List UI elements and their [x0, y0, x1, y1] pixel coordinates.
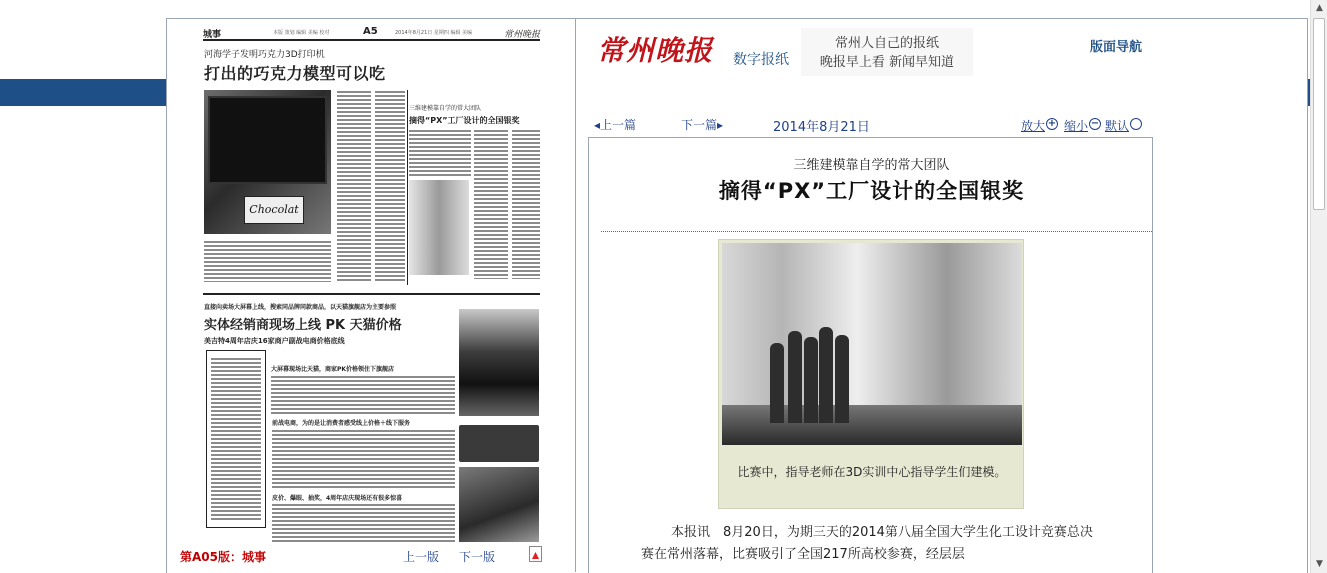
side-story-kicker[interactable]: 三维建模靠自学的常大团队 — [409, 105, 482, 112]
current-page-label: 第A05版：城事 — [180, 550, 266, 564]
story2-inner-head3[interactable]: 皮价、爆眼、抽奖，4周年店庆现场还有很多惊喜 — [272, 495, 403, 502]
issn-label: 常州晚报国内统一刊号：CN32-0103 — [589, 87, 795, 101]
triangle-left-icon: ◂ — [594, 118, 601, 132]
side-story-headline[interactable]: 摘得“PX”工厂设计的全国银奖 — [409, 116, 520, 125]
person-figure — [770, 343, 784, 423]
prev-issue-link[interactable]: 上一期 — [998, 88, 1035, 102]
dotted-divider — [601, 231, 1152, 232]
side-story-photo[interactable] — [409, 180, 469, 275]
page-meta-right: 2014年8月21日 星期四 编辑 美编 — [395, 30, 473, 36]
article-kicker: 三维建模靠自学的常大团队 — [793, 158, 950, 173]
article-body: 本报讯 8月20日，为期三天的2014第八届全国大学生化工设计竞赛总决赛在常州落幕，比赛吸引了全国217所高校参赛，经层层 — [641, 525, 1093, 562]
story2-intro-text — [211, 357, 261, 521]
chocolate-printer-photo[interactable] — [204, 90, 331, 234]
slogan-line2: 晚报早上看 新闻早知道 — [819, 55, 955, 70]
scroll-up-arrow-icon[interactable]: ▲ — [1316, 3, 1323, 13]
next-article-label: 下一篇 — [681, 118, 718, 132]
prev-article-label: 上一篇 — [600, 118, 637, 132]
story1-text-col2[interactable] — [375, 90, 405, 282]
article-photo-frame — [718, 239, 1024, 509]
page-logo: 常州晚报 — [503, 30, 540, 40]
scroll-thumb[interactable] — [1313, 18, 1325, 210]
story1-kicker[interactable]: 河海学子发明巧克力3D打印机 — [204, 50, 325, 60]
prev-page-link[interactable]: 上一版 — [403, 550, 440, 564]
slogan-line1: 常州人自己的报纸 — [834, 36, 939, 51]
story2-kicker[interactable]: 直接向卖场大屏幕上线，搜索同品牌同款商品，以天猫旗舰店为主要参照 — [204, 304, 397, 311]
page-masthead — [203, 27, 540, 41]
next-article-link[interactable] — [681, 116, 723, 133]
newspaper-page-image[interactable] — [203, 27, 540, 551]
range-hood-photo[interactable] — [459, 309, 539, 416]
story1-headline[interactable]: 打出的巧克力模型可以吃 — [204, 64, 386, 83]
zoom-in-button[interactable]: 放大 — [1021, 119, 1046, 133]
page-number: A5 — [363, 26, 378, 37]
story2-inner-head1[interactable]: 大屏幕现场比天猫，商家PK价格领住下旗舰店 — [271, 366, 395, 373]
person-figure — [804, 337, 818, 423]
chocolate-card: Chocolat — [244, 196, 304, 224]
photo-floor-shape — [722, 405, 1022, 445]
story2-text3[interactable] — [272, 503, 455, 543]
issue-date: 2014年8月21日 — [773, 120, 870, 135]
column-rule — [407, 90, 408, 285]
story2-headline[interactable]: 实体经销商现场上线 PK 天猫价格 — [204, 318, 402, 333]
bed-photo[interactable] — [459, 467, 539, 542]
story2-subhead[interactable]: 美吉特4周年店庆16家商户副战电商价格底线 — [204, 337, 345, 345]
plus-circle-icon[interactable]: + — [1047, 118, 1057, 129]
story2-text1[interactable] — [271, 375, 455, 415]
site-logo[interactable]: 常州晚报 — [597, 34, 714, 67]
story2-text2[interactable] — [272, 429, 455, 489]
story1-caption-text — [204, 240, 331, 282]
minus-circle-icon[interactable]: − — [1090, 118, 1100, 129]
page-section-label: 城事 — [203, 30, 222, 40]
side-story-text2[interactable] — [474, 129, 508, 279]
prev-article-link[interactable] — [594, 116, 636, 133]
article-panel — [588, 137, 1153, 573]
triangle-right-icon: ▸ — [717, 118, 724, 132]
page-navigation-link[interactable]: 版面导航 — [1090, 40, 1143, 55]
story1-text-col1[interactable] — [337, 90, 371, 282]
gas-stove-photo[interactable] — [459, 425, 539, 462]
article-title: 摘得“PX”工厂设计的全国银奖 — [718, 179, 1025, 203]
scroll-down-arrow-icon[interactable]: ▼ — [1316, 559, 1323, 569]
next-page-link[interactable]: 下一版 — [459, 550, 496, 564]
person-figure — [835, 335, 849, 423]
vertical-scrollbar[interactable] — [1310, 0, 1327, 573]
section-divider — [203, 293, 540, 295]
reset-circle-icon[interactable] — [1130, 118, 1142, 130]
side-story-text3[interactable] — [512, 129, 540, 279]
side-story-text1[interactable] — [409, 129, 471, 177]
pdf-download-icon[interactable] — [529, 546, 542, 562]
article-photo[interactable] — [722, 243, 1022, 445]
story2-inner-head2[interactable]: 前战电商，为的是让消费者感受线上价格＋线下服务 — [272, 420, 411, 427]
newspaper-page-panel[interactable] — [167, 19, 576, 572]
person-figure — [788, 331, 802, 423]
page-meta-left: 本版 策划 编辑 美编 校对 — [273, 30, 330, 36]
zoom-out-button[interactable]: 缩小 — [1064, 119, 1089, 133]
printer-shelf-shape — [208, 96, 327, 184]
zoom-default-button[interactable]: 默认 — [1105, 119, 1130, 133]
site-logo-sub: 数字报纸 — [733, 52, 789, 68]
photo-caption: 比赛中，指导老师在3D实训中心指导学生们建模。 — [737, 465, 1007, 479]
person-figure — [819, 327, 833, 423]
story2-intro-box[interactable] — [206, 350, 266, 528]
